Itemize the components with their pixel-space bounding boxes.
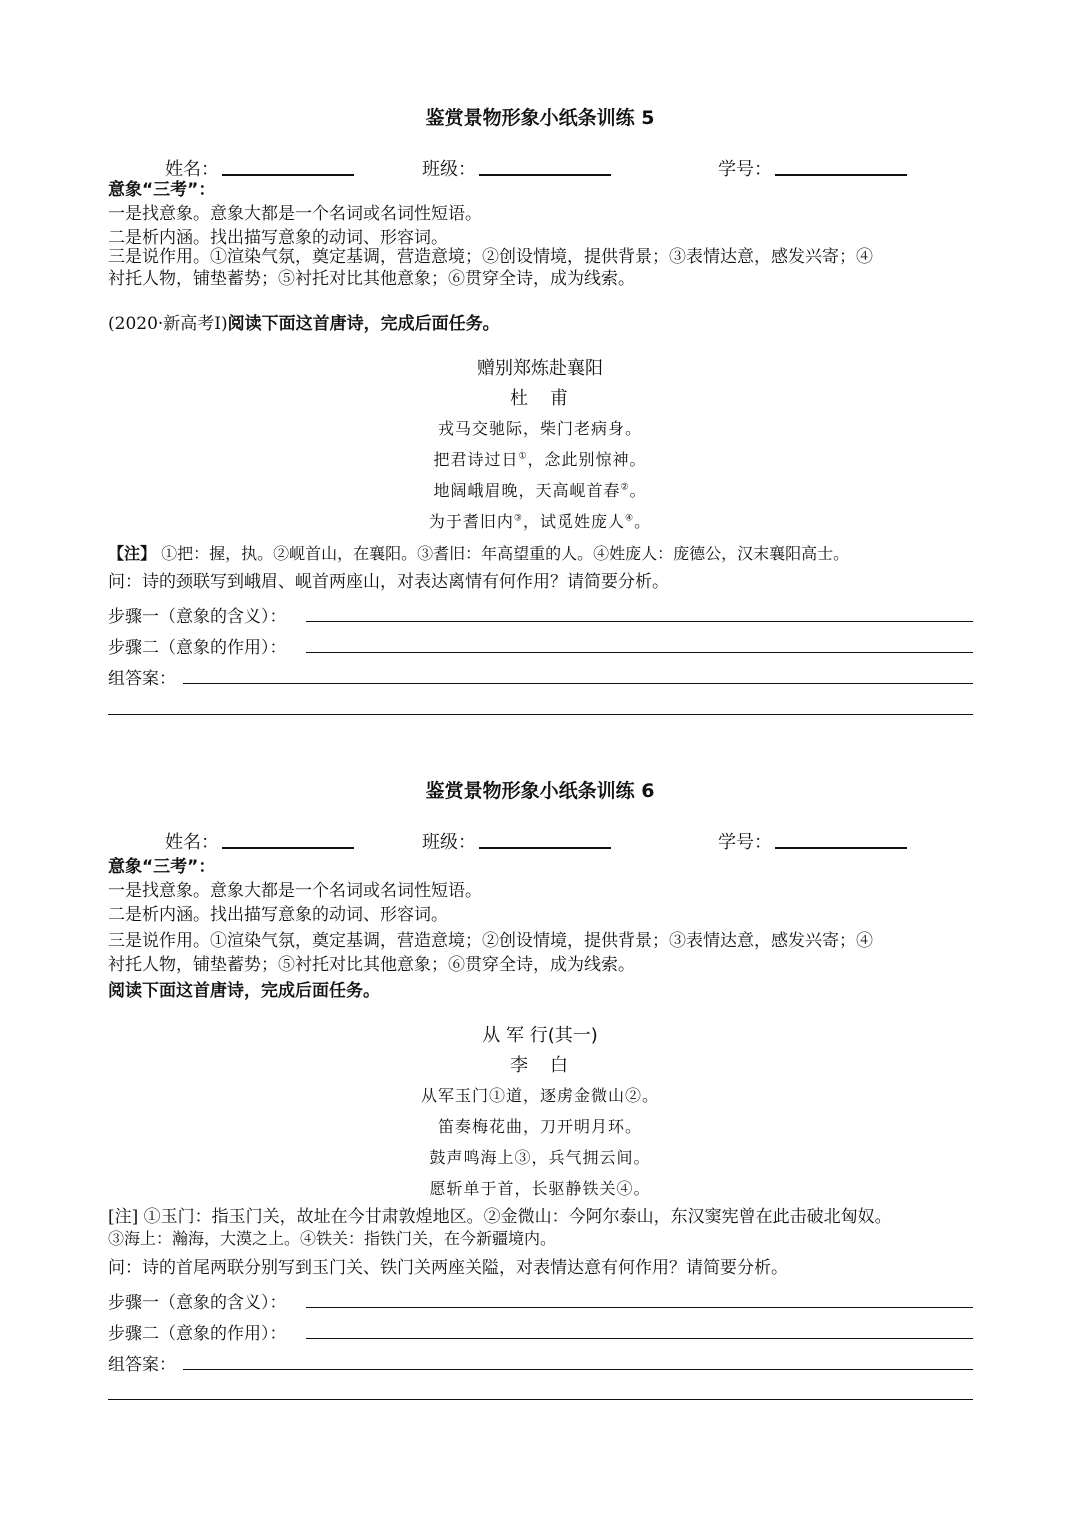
card5-poem-title: 赠别郑炼赴襄阳 (477, 358, 603, 379)
card5-step-one-label: 步骤一（意象的含义）： (108, 607, 287, 627)
card5-note (108, 541, 849, 564)
card6-method-heading: 意象“三考”： (108, 857, 216, 877)
card5-task-line (108, 312, 500, 336)
card6-poem-line3: 鼓声鸣海上③，兵气拥云间。 (429, 1148, 651, 1167)
card6-poem-title: 从 军 行(其一) (482, 1025, 598, 1046)
card5-method-step3a: 三是说作用。①渲染气氛，奠定基调，营造意境；②创设情境，提供背景；③表情达意，感发兴寄；④ (108, 247, 873, 267)
card5-poem-line2 (0, 447, 1080, 470)
card5-poem-line2-a: 把君诗过日 (433, 450, 519, 469)
card6-question: 问：诗的首尾两联分别写到玉门关、铁门关两座关隘，对表情达意有何作用？请简要分析。 (108, 1258, 788, 1278)
card5-step-one-field[interactable] (306, 621, 973, 622)
card6-poem-line2: 笛奏梅花曲，刀开明月环。 (437, 1117, 642, 1136)
card5-poem-line4-b: ，试觅姓庞人 (522, 512, 625, 531)
card5-method-step2: 二是析内涵。找出描写意象的动词、形容词。 (108, 228, 448, 248)
card5-poem-line3-b: 。 (629, 481, 647, 500)
card6-note-label: [注] (108, 1207, 139, 1227)
card6-name-field[interactable] (222, 847, 354, 849)
card6-poem-line4: 愿斩单于首，长驱静铁关④。 (429, 1179, 651, 1198)
card6-class-field[interactable] (479, 847, 611, 849)
card5-answer-field-2[interactable] (108, 714, 973, 715)
card5-name-label: 姓名： (165, 159, 219, 180)
card6-step-two-field[interactable] (306, 1338, 973, 1339)
card5-method-step3b: 衬托人物，铺垫蓄势；⑤衬托对比其他意象；⑥贯穿全诗，成为线索。 (108, 269, 635, 289)
card5-poem-line3-a: 地阔峨眉晚，天高岘首春 (433, 481, 621, 500)
card5-title: 鉴赏景物形象小纸条训练 5 (425, 107, 655, 129)
card5-note-marker-2: ② (620, 482, 630, 493)
card6-step-one-field[interactable] (306, 1307, 973, 1308)
card5-poem-author: 杜 甫 (510, 388, 570, 409)
card5-method-step1: 一是找意象。意象大都是一个名词或名词性短语。 (108, 204, 482, 224)
card6-answer-field-2[interactable] (108, 1399, 973, 1400)
card5-source: (2020·新高考Ⅰ) (108, 314, 228, 334)
card6-poem-line1: 从军玉门①道，逐虏金微山②。 (420, 1086, 659, 1105)
card5-id-label: 学号： (718, 159, 772, 180)
card5-answer-label: 组答案： (108, 669, 176, 689)
card6-step-one-label: 步骤一（意象的含义）： (108, 1293, 287, 1313)
card6-step-two-label: 步骤二（意象的作用）： (108, 1324, 287, 1344)
card6-id-label: 学号： (718, 832, 772, 853)
card5-poem-line1: 戎马交驰际，柴门老病身。 (437, 419, 642, 438)
card5-step-two-label: 步骤二（意象的作用）： (108, 638, 287, 658)
card6-poem-author: 李 白 (510, 1055, 570, 1076)
card6-method-step3b: 衬托人物，铺垫蓄势；⑤衬托对比其他意象；⑥贯穿全诗，成为线索。 (108, 955, 635, 975)
card5-id-field[interactable] (775, 174, 907, 176)
card6-method-step1: 一是找意象。意象大都是一个名词或名词性短语。 (108, 881, 482, 901)
card5-note-label: 【注】 (108, 544, 157, 563)
card5-note-marker-4: ④ (625, 513, 635, 524)
card6-instruction: 阅读下面这首唐诗，完成后面任务。 (108, 981, 380, 1001)
card5-question: 问：诗的颈联写到峨眉、岘首两座山，对表达离情有何作用？请简要分析。 (108, 572, 669, 592)
card5-class-field[interactable] (479, 174, 611, 176)
card5-instruction: 阅读下面这首唐诗，完成后面任务。 (227, 314, 500, 334)
card5-class-label: 班级： (422, 159, 476, 180)
card6-note-line1 (108, 1202, 892, 1227)
card6-note-text-1: ①玉门：指玉门关，故址在今甘肃敦煌地区。②金微山：今阿尔泰山，东汉窦宪曾在此击破北匈奴。 (143, 1207, 892, 1227)
card6-method-step3a: 三是说作用。①渲染气氛，奠定基调，营造意境；②创设情境，提供背景；③表情达意，感发兴寄；④ (108, 931, 873, 951)
card6-answer-field[interactable] (183, 1369, 973, 1370)
card5-answer-field[interactable] (183, 683, 973, 684)
card5-name-field[interactable] (222, 174, 354, 176)
card5-method-heading: 意象“三考”： (108, 180, 216, 200)
card6-answer-label: 组答案： (108, 1355, 176, 1375)
card6-class-label: 班级： (422, 832, 476, 853)
card5-poem-line4 (0, 509, 1080, 532)
card6-id-field[interactable] (775, 847, 907, 849)
card5-poem-line2-b: ，念此别惊神。 (527, 450, 647, 469)
card5-poem-line3 (0, 478, 1080, 501)
card5-note-text: ①把：握，执。②岘首山，在襄阳。③耆旧：年高望重的人。④姓庞人：庞德公，汉末襄阳高士。 (161, 544, 850, 563)
card6-method-step2: 二是析内涵。找出描写意象的动词、形容词。 (108, 905, 448, 925)
card5-step-two-field[interactable] (306, 652, 973, 653)
card6-title: 鉴赏景物形象小纸条训练 6 (425, 780, 655, 802)
card5-poem-line4-a: 为于耆旧内 (428, 512, 514, 531)
card5-note-marker-1: ① (518, 451, 528, 462)
card5-note-marker-3: ③ (513, 513, 523, 524)
card6-note-line2: ③海上：瀚海，大漠之上。④铁关：指铁门关，在今新疆境内。 (108, 1229, 557, 1248)
card5-poem-line4-c: 。 (634, 512, 652, 531)
card6-name-label: 姓名： (165, 832, 219, 853)
